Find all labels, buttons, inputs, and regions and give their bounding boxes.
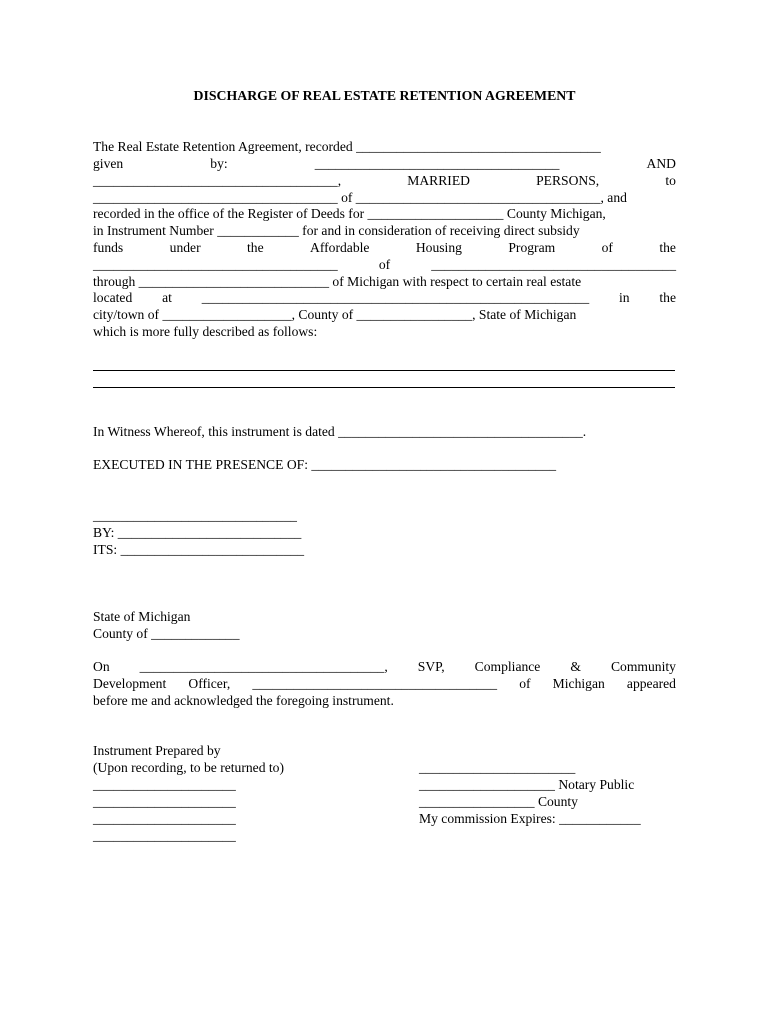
word: the <box>247 240 264 255</box>
word: by: <box>210 156 228 171</box>
body-line-6: in Instrument Number ____________ for and in consideration of receiving direct subsidy <box>93 223 580 238</box>
by-line: BY: ___________________________ <box>93 525 302 540</box>
blank: _________________________________________________________ <box>201 290 590 305</box>
word: to <box>665 173 676 188</box>
state-label: State of Michigan <box>93 609 191 624</box>
word: of <box>378 257 391 272</box>
commission-expires-line: My commission Expires: ____________ <box>419 811 641 826</box>
word: Program <box>508 240 556 255</box>
word: Community <box>610 659 676 674</box>
body-line-4: ____________________________________ of ____________________________________, and <box>93 190 627 205</box>
county-line: County of _____________ <box>93 626 240 641</box>
word: Affordable <box>310 240 370 255</box>
word: Compliance <box>474 659 541 674</box>
prepared-blank-4: _____________________ <box>93 828 236 843</box>
word: given <box>93 156 124 171</box>
word: appeared <box>626 676 676 691</box>
prepared-by-label: Instrument Prepared by <box>93 743 221 758</box>
blank: ____________________________________ <box>252 676 498 691</box>
blank: ____________________________________ <box>93 257 338 272</box>
description-rule-2 <box>93 387 675 388</box>
acknowledgment-line-3: before me and acknowledged the foregoing instrument. <box>93 693 394 708</box>
blank: ____________________________________, <box>139 659 388 674</box>
body-line-11: city/town of ___________________, County of _________________, State of Michigan <box>93 307 577 322</box>
body-line-10 <box>93 290 676 307</box>
word: AND <box>646 156 676 171</box>
body-line-8 <box>93 257 676 274</box>
word: On <box>93 659 110 674</box>
body-line-1: The Real Estate Retention Agreement, recorded ____________________________________ <box>93 139 601 154</box>
blank: ____________________________________ <box>314 156 560 171</box>
prepared-blank-3: _____________________ <box>93 811 236 826</box>
body-line-3 <box>93 173 676 190</box>
word: under <box>169 240 201 255</box>
acknowledgment-line-1 <box>93 659 676 676</box>
word: in <box>618 290 630 305</box>
body-line-12: which is more fully described as follows: <box>93 324 318 339</box>
word: Housing <box>415 240 462 255</box>
notary-signature-blank: _______________________ <box>419 760 576 775</box>
word: the <box>659 290 676 305</box>
word: located <box>93 290 133 305</box>
blank: ____________________________________, <box>93 173 342 188</box>
body-line-9: through ____________________________ of Michigan with respect to certain real estate <box>93 274 582 289</box>
word: Officer, <box>188 676 231 691</box>
acknowledgment-line-2 <box>93 676 676 693</box>
document-title: DISCHARGE OF REAL ESTATE RETENTION AGREEMENT <box>193 88 576 103</box>
description-rule-1 <box>93 370 675 371</box>
word: the <box>659 240 676 255</box>
word: of <box>519 676 531 691</box>
word: SVP, <box>417 659 445 674</box>
body-line-5: recorded in the office of the Register of Deeds for ____________________ County Michigan, <box>93 206 606 221</box>
executed-line: EXECUTED IN THE PRESENCE OF: ____________________________________ <box>93 457 557 472</box>
return-to-label: (Upon recording, to be returned to) <box>93 760 285 775</box>
word: funds <box>93 240 124 255</box>
signature-line: ______________________________ <box>93 508 297 523</box>
body-line-7 <box>93 240 676 257</box>
its-line: ITS: ___________________________ <box>93 542 305 557</box>
notary-county-line: _________________ County <box>419 794 578 809</box>
word: at <box>162 290 172 305</box>
word: PERSONS, <box>536 173 600 188</box>
witness-line: In Witness Whereof, this instrument is dated ____________________________________. <box>93 424 587 439</box>
word: of <box>601 240 613 255</box>
prepared-blank-1: _____________________ <box>93 777 236 792</box>
body-line-2 <box>93 156 676 173</box>
prepared-blank-2: _____________________ <box>93 794 236 809</box>
word: Michigan <box>552 676 605 691</box>
notary-public-line: ____________________ Notary Public <box>419 777 635 792</box>
word: MARRIED <box>407 173 470 188</box>
word: & <box>570 659 581 674</box>
word: Development <box>93 676 167 691</box>
blank: ____________________________________ <box>431 257 676 272</box>
